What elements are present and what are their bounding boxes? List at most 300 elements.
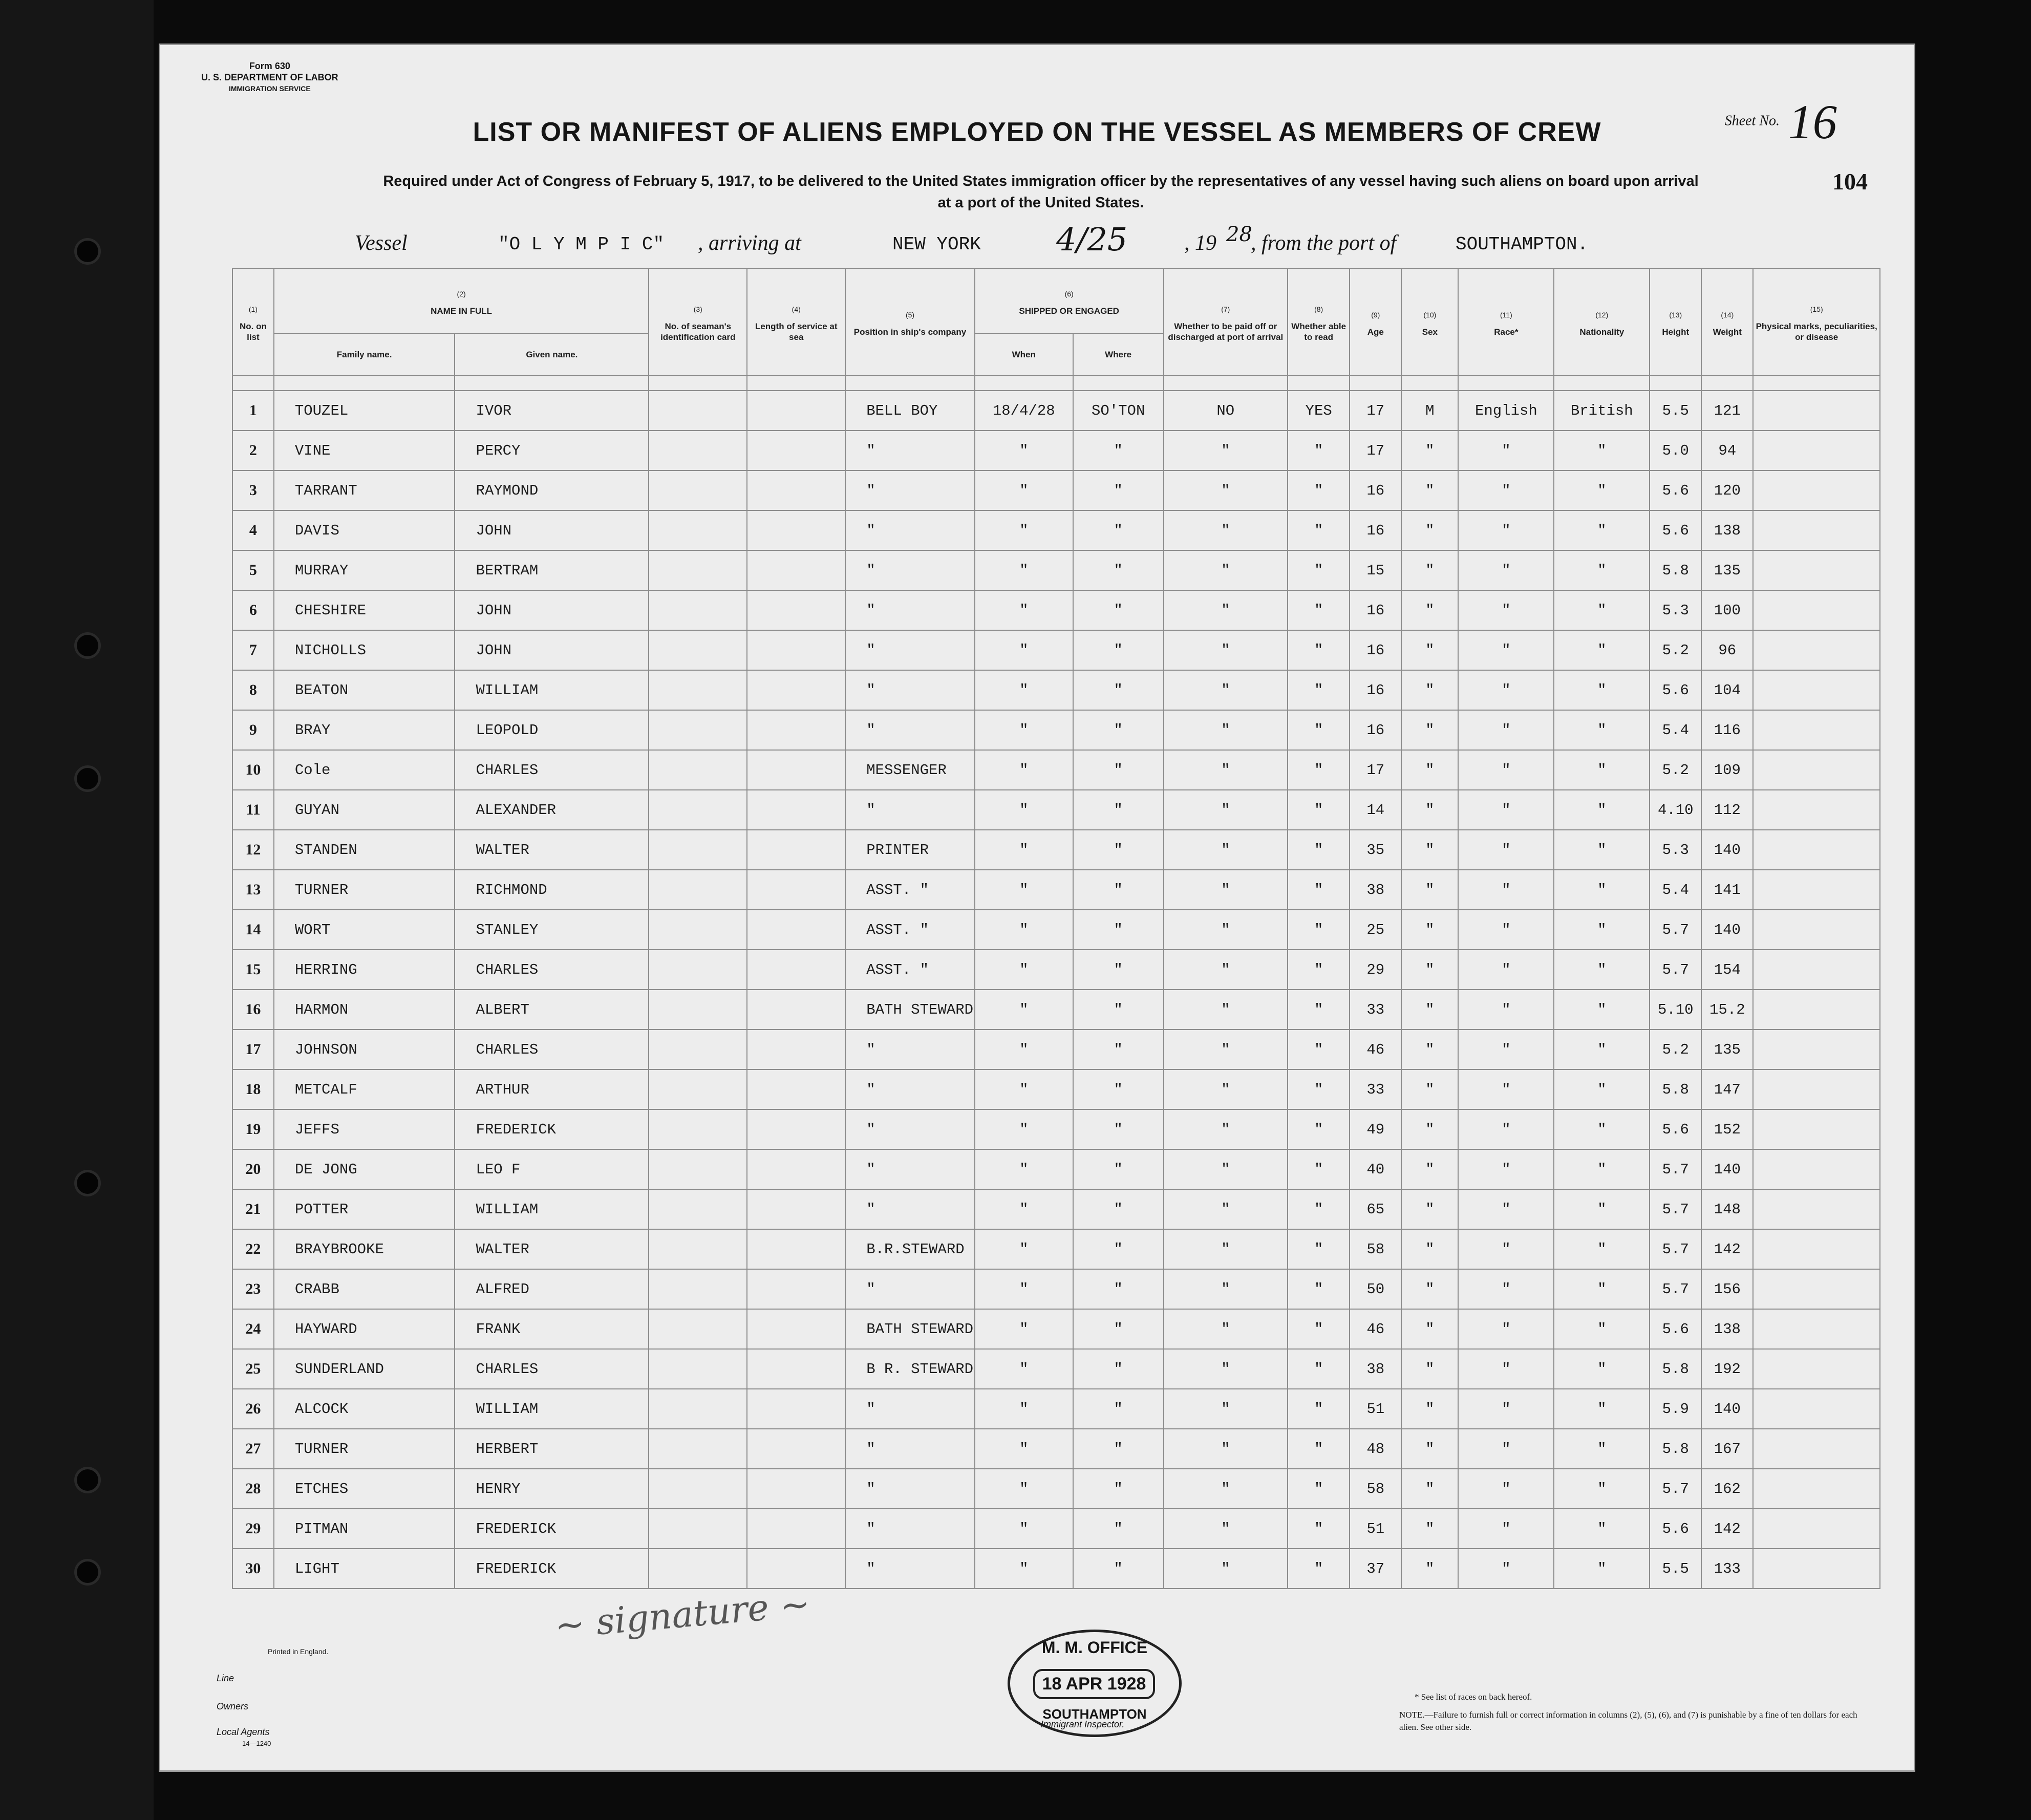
position-cell: "	[845, 590, 975, 630]
sex-cell: "	[1401, 790, 1458, 830]
id-card-cell	[649, 910, 747, 950]
given-name-cell: ARTHUR	[455, 1069, 649, 1109]
weight-cell: 138	[1701, 510, 1753, 550]
race-cell: "	[1458, 510, 1554, 550]
given-name-cell: RAYMOND	[455, 470, 649, 510]
row-number-cell: 24	[232, 1309, 274, 1349]
shipped-when-cell: "	[975, 1349, 1073, 1389]
race-cell: English	[1458, 391, 1554, 431]
id-card-cell	[649, 1069, 747, 1109]
row-number-cell: 10	[232, 750, 274, 790]
weight-cell: 96	[1701, 630, 1753, 670]
paid-off-cell: "	[1164, 710, 1288, 750]
able-to-read-cell: "	[1288, 750, 1350, 790]
position-cell: "	[845, 1469, 975, 1509]
sex-cell: "	[1401, 710, 1458, 750]
id-card-cell	[649, 550, 747, 590]
sex-cell: "	[1401, 990, 1458, 1030]
height-cell: 5.4	[1650, 710, 1701, 750]
sex-cell: "	[1401, 1429, 1458, 1469]
race-cell: "	[1458, 750, 1554, 790]
race-cell: "	[1458, 910, 1554, 950]
row-number-cell: 26	[232, 1389, 274, 1429]
race-cell: "	[1458, 1189, 1554, 1229]
shipped-when-cell: "	[975, 1229, 1073, 1269]
weight-cell: 162	[1701, 1469, 1753, 1509]
stamp-office: M. M. OFFICE	[1041, 1638, 1148, 1657]
paid-off-cell: "	[1164, 1149, 1288, 1189]
table-row	[232, 391, 1880, 431]
paid-off-cell: "	[1164, 1229, 1288, 1269]
header-marks: (15) Physical marks, peculiarities, or disease	[1753, 268, 1880, 375]
row-number-cell: 21	[232, 1189, 274, 1229]
shipped-when-cell: "	[975, 1269, 1073, 1309]
able-to-read-cell: "	[1288, 670, 1350, 710]
table-row	[232, 1269, 1880, 1309]
inspector-label: Immigrant Inspector.	[1041, 1719, 1125, 1729]
shipped-where-cell: "	[1073, 431, 1164, 470]
given-name-cell: BERTRAM	[455, 550, 649, 590]
row-number-cell: 25	[232, 1349, 274, 1389]
weight-cell: 140	[1701, 1389, 1753, 1429]
sex-cell: "	[1401, 670, 1458, 710]
physical-marks-cell	[1753, 590, 1880, 630]
binder-hole	[77, 241, 98, 262]
position-cell: B.R.STEWARD	[845, 1229, 975, 1269]
table-row	[232, 950, 1880, 990]
physical-marks-cell	[1753, 1069, 1880, 1109]
age-cell: 16	[1350, 470, 1401, 510]
height-cell: 5.4	[1650, 870, 1701, 910]
shipped-when-cell: "	[975, 1189, 1073, 1229]
sex-cell: "	[1401, 1549, 1458, 1589]
physical-marks-cell	[1753, 870, 1880, 910]
header-shipped: (6) SHIPPED OR ENGAGED	[975, 268, 1164, 333]
age-cell: 51	[1350, 1509, 1401, 1549]
able-to-read-cell: "	[1288, 1389, 1350, 1429]
nationality-cell: "	[1554, 1269, 1650, 1309]
family-name-cell: GUYAN	[274, 790, 455, 830]
age-cell: 29	[1350, 950, 1401, 990]
shipped-when-cell: "	[975, 990, 1073, 1030]
row-number-cell: 7	[232, 630, 274, 670]
row-number-cell: 13	[232, 870, 274, 910]
age-cell: 46	[1350, 1309, 1401, 1349]
age-cell: 16	[1350, 710, 1401, 750]
header-when: When	[975, 333, 1073, 375]
table-row	[232, 1189, 1880, 1229]
given-name-cell: WILLIAM	[455, 670, 649, 710]
race-cell: "	[1458, 1030, 1554, 1069]
page-number: 104	[1832, 168, 1868, 195]
weight-cell: 156	[1701, 1269, 1753, 1309]
nationality-cell: British	[1554, 391, 1650, 431]
shipped-when-cell: "	[975, 1549, 1073, 1589]
paid-off-cell: "	[1164, 431, 1288, 470]
sex-cell: "	[1401, 630, 1458, 670]
binder-hole	[77, 1561, 98, 1583]
nationality-cell: "	[1554, 1389, 1650, 1429]
family-name-cell: BRAYBROOKE	[274, 1229, 455, 1269]
physical-marks-cell	[1753, 990, 1880, 1030]
paid-off-cell: "	[1164, 1189, 1288, 1229]
height-cell: 5.6	[1650, 470, 1701, 510]
form-number: Form 630	[249, 61, 290, 71]
position-cell: "	[845, 1189, 975, 1229]
race-cell: "	[1458, 550, 1554, 590]
able-to-read-cell: "	[1288, 1069, 1350, 1109]
physical-marks-cell	[1753, 1030, 1880, 1069]
able-to-read-cell: "	[1288, 1189, 1350, 1229]
given-name-cell: WILLIAM	[455, 1189, 649, 1229]
able-to-read-cell: "	[1288, 830, 1350, 870]
paid-off-cell: "	[1164, 1030, 1288, 1069]
table-row	[232, 990, 1880, 1030]
family-name-cell: JOHNSON	[274, 1030, 455, 1069]
race-cell: "	[1458, 830, 1554, 870]
age-cell: 58	[1350, 1469, 1401, 1509]
id-card-cell	[649, 1549, 747, 1589]
weight-cell: 167	[1701, 1429, 1753, 1469]
race-cell: "	[1458, 710, 1554, 750]
given-name-cell: FREDERICK	[455, 1509, 649, 1549]
paid-off-cell: "	[1164, 590, 1288, 630]
family-name-cell: TURNER	[274, 1429, 455, 1469]
position-cell: PRINTER	[845, 830, 975, 870]
physical-marks-cell	[1753, 1389, 1880, 1429]
family-name-cell: METCALF	[274, 1069, 455, 1109]
physical-marks-cell	[1753, 1549, 1880, 1589]
age-cell: 46	[1350, 1030, 1401, 1069]
header-given-name: Given name.	[455, 333, 649, 375]
family-name-cell: MURRAY	[274, 550, 455, 590]
given-name-cell: HERBERT	[455, 1429, 649, 1469]
nationality-cell: "	[1554, 431, 1650, 470]
nationality-cell: "	[1554, 1429, 1650, 1469]
shipped-when-cell: "	[975, 470, 1073, 510]
sex-cell: "	[1401, 1509, 1458, 1549]
family-name-cell: DAVIS	[274, 510, 455, 550]
sex-cell: "	[1401, 1229, 1458, 1269]
paid-off-cell: "	[1164, 510, 1288, 550]
shipped-where-cell: "	[1073, 590, 1164, 630]
header-weight: (14) Weight	[1701, 268, 1753, 375]
service-length-cell	[747, 710, 845, 750]
binder-hole	[77, 1469, 98, 1491]
sex-cell: "	[1401, 950, 1458, 990]
able-to-read-cell: "	[1288, 1429, 1350, 1469]
row-number-cell: 12	[232, 830, 274, 870]
given-name-cell: IVOR	[455, 391, 649, 431]
table-row	[232, 1389, 1880, 1429]
able-to-read-cell: "	[1288, 1349, 1350, 1389]
able-to-read-cell: "	[1288, 630, 1350, 670]
physical-marks-cell	[1753, 391, 1880, 431]
weight-cell: 140	[1701, 910, 1753, 950]
race-cell: "	[1458, 1109, 1554, 1149]
row-number-cell: 28	[232, 1469, 274, 1509]
page-subtitle: Required under Act of Congress of February 5, 1917, to be delivered to the United States immigration officer by the representatives of any vessel having such aliens on board upon arrival at a port of the United States.	[383, 173, 1699, 211]
position-cell: ASST. "	[845, 950, 975, 990]
weight-cell: 94	[1701, 431, 1753, 470]
row-number-cell: 22	[232, 1229, 274, 1269]
family-name-cell: PITMAN	[274, 1509, 455, 1549]
header-name: (2) NAME IN FULL	[274, 268, 649, 333]
physical-marks-cell	[1753, 910, 1880, 950]
shipped-where-cell: "	[1073, 1309, 1164, 1349]
id-card-cell	[649, 1149, 747, 1189]
given-name-cell: JOHN	[455, 590, 649, 630]
paid-off-cell: "	[1164, 670, 1288, 710]
shipped-where-cell: "	[1073, 870, 1164, 910]
shipped-when-cell: "	[975, 1509, 1073, 1549]
shipped-when-cell: "	[975, 950, 1073, 990]
weight-cell: 135	[1701, 550, 1753, 590]
weight-cell: 138	[1701, 1309, 1753, 1349]
shipped-when-cell: "	[975, 1030, 1073, 1069]
service-length-cell	[747, 590, 845, 630]
shipped-where-cell: "	[1073, 550, 1164, 590]
shipped-when-cell: "	[975, 510, 1073, 550]
shipped-where-cell: "	[1073, 510, 1164, 550]
age-cell: 16	[1350, 590, 1401, 630]
shipped-when-cell: "	[975, 1069, 1073, 1109]
weight-cell: 116	[1701, 710, 1753, 750]
nationality-cell: "	[1554, 910, 1650, 950]
table-row	[232, 550, 1880, 590]
given-name-cell: WALTER	[455, 1229, 649, 1269]
fine-note: NOTE.—Failure to furnish full or correct information in columns (2), (5), (6), and (7) is punishable by a fine of ten dollars for each alien. See other side.	[1399, 1710, 1857, 1732]
weight-cell: 140	[1701, 830, 1753, 870]
table-row	[232, 470, 1880, 510]
height-cell: 5.3	[1650, 590, 1701, 630]
sex-cell: "	[1401, 750, 1458, 790]
vessel-line	[160, 221, 1914, 268]
weight-cell: 15.2	[1701, 990, 1753, 1030]
binder-hole	[77, 635, 98, 656]
given-name-cell: CHARLES	[455, 1030, 649, 1069]
race-cell: "	[1458, 1469, 1554, 1509]
row-number-cell: 11	[232, 790, 274, 830]
service-length-cell	[747, 790, 845, 830]
table-row	[232, 1149, 1880, 1189]
age-cell: 58	[1350, 1229, 1401, 1269]
nationality-cell: "	[1554, 1149, 1650, 1189]
table-row	[232, 870, 1880, 910]
age-cell: 14	[1350, 790, 1401, 830]
sex-cell: "	[1401, 431, 1458, 470]
family-name-cell: TARRANT	[274, 470, 455, 510]
table-row	[232, 1069, 1880, 1109]
race-cell: "	[1458, 1149, 1554, 1189]
able-to-read-cell: "	[1288, 1509, 1350, 1549]
physical-marks-cell	[1753, 470, 1880, 510]
row-number-cell: 3	[232, 470, 274, 510]
id-card-cell	[649, 431, 747, 470]
shipped-where-cell: "	[1073, 1109, 1164, 1149]
paid-off-cell: "	[1164, 1309, 1288, 1349]
age-cell: 15	[1350, 550, 1401, 590]
owners-label: Owners	[217, 1701, 249, 1711]
age-cell: 38	[1350, 870, 1401, 910]
service-length-cell	[747, 1549, 845, 1589]
from-port: SOUTHAMPTON.	[1456, 234, 1589, 255]
crew-table	[232, 268, 1880, 1589]
shipped-when-cell: "	[975, 1469, 1073, 1509]
shipped-when-cell: "	[975, 550, 1073, 590]
height-cell: 5.6	[1650, 1309, 1701, 1349]
height-cell: 5.0	[1650, 431, 1701, 470]
sex-cell: "	[1401, 590, 1458, 630]
weight-cell: 192	[1701, 1349, 1753, 1389]
sex-cell: "	[1401, 1389, 1458, 1429]
position-cell: ASST. "	[845, 910, 975, 950]
sex-cell: "	[1401, 470, 1458, 510]
height-cell: 5.7	[1650, 950, 1701, 990]
service-length-cell	[747, 1429, 845, 1469]
shipped-where-cell: "	[1073, 1389, 1164, 1429]
arrival-date: 4/25	[1056, 221, 1128, 258]
service-length-cell	[747, 670, 845, 710]
able-to-read-cell: "	[1288, 431, 1350, 470]
nationality-cell: "	[1554, 1549, 1650, 1589]
able-to-read-cell: YES	[1288, 391, 1350, 431]
shipped-when-cell: "	[975, 1309, 1073, 1349]
shipped-when-cell: "	[975, 870, 1073, 910]
weight-cell: 152	[1701, 1109, 1753, 1149]
shipped-when-cell: 18/4/28	[975, 391, 1073, 431]
weight-cell: 154	[1701, 950, 1753, 990]
race-cell: "	[1458, 1349, 1554, 1389]
shipped-where-cell: "	[1073, 1030, 1164, 1069]
shipped-where-cell: "	[1073, 1229, 1164, 1269]
paid-off-cell: "	[1164, 1389, 1288, 1429]
able-to-read-cell: "	[1288, 1109, 1350, 1149]
nationality-cell: "	[1554, 1030, 1650, 1069]
shipped-when-cell: "	[975, 830, 1073, 870]
id-card-cell	[649, 790, 747, 830]
age-cell: 49	[1350, 1109, 1401, 1149]
able-to-read-cell: "	[1288, 1229, 1350, 1269]
paid-off-cell: "	[1164, 990, 1288, 1030]
position-cell: "	[845, 790, 975, 830]
header-family-name: Family name.	[274, 333, 455, 375]
nationality-cell: "	[1554, 670, 1650, 710]
table-row	[232, 1469, 1880, 1509]
race-cell: "	[1458, 630, 1554, 670]
sex-cell: "	[1401, 1269, 1458, 1309]
sex-cell: "	[1401, 510, 1458, 550]
nationality-cell: "	[1554, 590, 1650, 630]
sheet-label: Sheet No.	[1724, 113, 1780, 129]
header-id-card: (3) No. of seaman's identification card	[649, 268, 747, 375]
table-row	[232, 630, 1880, 670]
height-cell: 5.6	[1650, 670, 1701, 710]
id-card-cell	[649, 1030, 747, 1069]
age-cell: 17	[1350, 750, 1401, 790]
table-row	[232, 590, 1880, 630]
table-row	[232, 830, 1880, 870]
binder-hole	[77, 768, 98, 789]
nationality-cell: "	[1554, 1509, 1650, 1549]
sex-cell: "	[1401, 1109, 1458, 1149]
binder-hole	[77, 1172, 98, 1194]
header-race: (11) Race*	[1458, 268, 1554, 375]
able-to-read-cell: "	[1288, 1469, 1350, 1509]
position-cell: "	[845, 431, 975, 470]
service-length-cell	[747, 1269, 845, 1309]
weight-cell: 142	[1701, 1229, 1753, 1269]
shipped-where-cell: "	[1073, 630, 1164, 670]
physical-marks-cell	[1753, 550, 1880, 590]
row-number-cell: 15	[232, 950, 274, 990]
weight-cell: 142	[1701, 1509, 1753, 1549]
row-number-cell: 1	[232, 391, 274, 431]
shipped-where-cell: SO'TON	[1073, 391, 1164, 431]
height-cell: 5.3	[1650, 830, 1701, 870]
age-cell: 25	[1350, 910, 1401, 950]
physical-marks-cell	[1753, 750, 1880, 790]
id-card-cell	[649, 1309, 747, 1349]
shipped-when-cell: "	[975, 710, 1073, 750]
shipped-where-cell: "	[1073, 1509, 1164, 1549]
given-name-cell: FREDERICK	[455, 1549, 649, 1589]
paid-off-cell: "	[1164, 870, 1288, 910]
race-cell: "	[1458, 1389, 1554, 1429]
height-cell: 5.5	[1650, 1549, 1701, 1589]
race-cell: "	[1458, 1429, 1554, 1469]
family-name-cell: TOUZEL	[274, 391, 455, 431]
position-cell: "	[845, 1269, 975, 1309]
given-name-cell: FREDERICK	[455, 1109, 649, 1149]
position-cell: B R. STEWARD	[845, 1349, 975, 1389]
vessel-label: Vessel	[355, 231, 408, 255]
paid-off-cell: "	[1164, 1109, 1288, 1149]
race-note: * See list of races on back hereof.	[1415, 1692, 1532, 1702]
given-name-cell: PERCY	[455, 431, 649, 470]
family-name-cell: CHESHIRE	[274, 590, 455, 630]
weight-cell: 141	[1701, 870, 1753, 910]
position-cell: "	[845, 1389, 975, 1429]
service-length-cell	[747, 1149, 845, 1189]
id-card-cell	[649, 510, 747, 550]
position-cell: "	[845, 710, 975, 750]
position-cell: "	[845, 1429, 975, 1469]
race-cell: "	[1458, 790, 1554, 830]
height-cell: 5.6	[1650, 1109, 1701, 1149]
nationality-cell: "	[1554, 510, 1650, 550]
form-header	[201, 60, 338, 94]
service-length-cell	[747, 550, 845, 590]
position-cell: "	[845, 630, 975, 670]
header-row	[232, 268, 1880, 333]
age-cell: 40	[1350, 1149, 1401, 1189]
shipped-when-cell: "	[975, 590, 1073, 630]
table-row	[232, 910, 1880, 950]
given-name-cell: CHARLES	[455, 950, 649, 990]
service-length-cell	[747, 630, 845, 670]
shipped-where-cell: "	[1073, 790, 1164, 830]
paid-off-cell: "	[1164, 1509, 1288, 1549]
department: U. S. DEPARTMENT OF LABOR	[201, 72, 338, 82]
line-label: Line	[217, 1673, 234, 1683]
position-cell: BELL BOY	[845, 391, 975, 431]
race-cell: "	[1458, 950, 1554, 990]
row-number-cell: 19	[232, 1109, 274, 1149]
family-name-cell: NICHOLLS	[274, 630, 455, 670]
stamp-date: 18 APR 1928	[1033, 1669, 1155, 1699]
height-cell: 5.2	[1650, 1030, 1701, 1069]
